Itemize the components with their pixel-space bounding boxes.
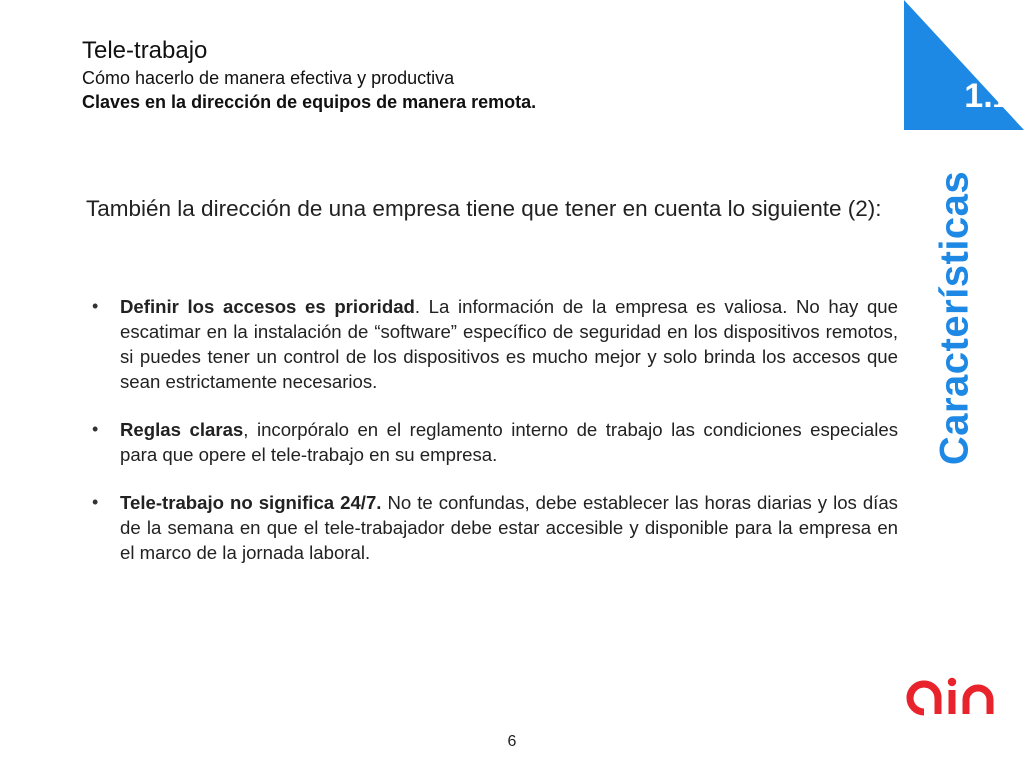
bullet-text: [120, 294, 898, 394]
section-number-minor: 1: [992, 86, 1006, 113]
ain-logo-icon: [906, 676, 1002, 720]
list-item: [92, 490, 898, 565]
section-label-vertical: [918, 164, 992, 472]
bullet-body: . La información de la empresa es valiosa. No hay que escatimar en la instalación de “software” específico de seguridad en los dispositivos remotos, si puedes tener un control de los dispositivos es mucho mejor y solo brinda los accesos que sean estrictamente necesarios.: [120, 296, 898, 392]
bullet-text: [120, 490, 898, 565]
list-item: [92, 294, 898, 394]
bullet-bold-lead: Reglas claras: [120, 419, 244, 440]
bullet-text: [120, 417, 898, 467]
bullet-body: , incorpóralo en el reglamento interno de trabajo las condiciones especiales para que opere el tele-trabajo en su empresa.: [120, 419, 899, 465]
bullet-dot-icon: •: [92, 492, 99, 512]
bullet-list: [92, 294, 898, 588]
section-number-major: 1.: [964, 77, 993, 115]
bullet-dot-icon: •: [92, 296, 99, 316]
bullet-body: No te confundas, debe establecer las horas diarias y los días de la semana en que el tele-trabajador debe estar accesible y disponible para la empresa en el marco de la jornada laboral.: [120, 492, 898, 563]
bullet-dot-icon: •: [92, 419, 99, 439]
intro-paragraph: También la dirección de una empresa tiene que tener en cuenta lo siguiente (2):: [86, 196, 882, 221]
bullet-bold-lead: Definir los accesos es prioridad: [120, 296, 415, 317]
list-item: [92, 417, 898, 467]
ain-logo: [906, 676, 1002, 725]
slide-subtitle-bold: Claves en la dirección de equipos de manera remota.: [82, 92, 537, 112]
slide-subtitle: Cómo hacerlo de manera efectiva y productiva: [82, 68, 455, 88]
section-label: Características: [932, 170, 977, 466]
page-number: 6: [507, 733, 517, 750]
section-number: [964, 78, 1006, 118]
section-corner-badge: [904, 0, 1024, 130]
slide-title: Tele-trabajo: [82, 37, 208, 64]
bullet-bold-lead: Tele-trabajo no significa 24/7.: [120, 492, 382, 513]
slide-header: [82, 36, 842, 114]
